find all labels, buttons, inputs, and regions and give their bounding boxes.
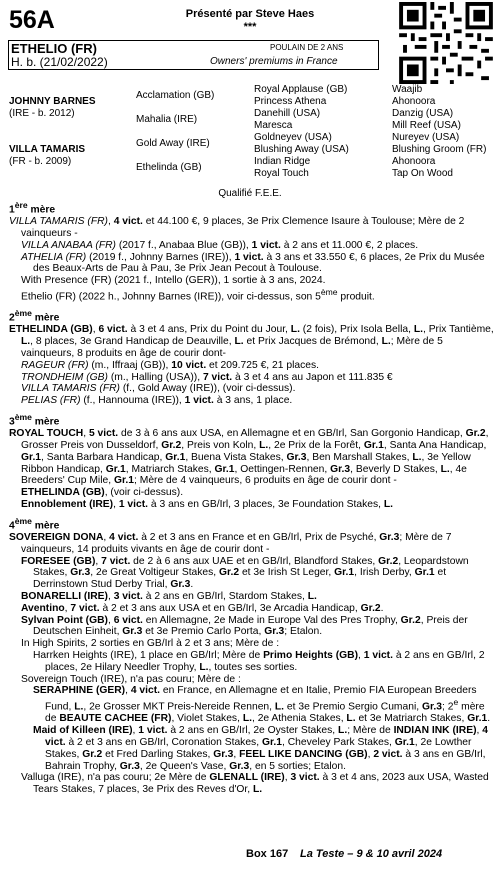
section-second-dam: 2ème mère	[9, 308, 60, 324]
pedigree-g3: Goldneyev (USA)	[254, 132, 332, 143]
owners-premiums: Owners' premiums in France	[210, 56, 338, 67]
pedigree-g4: Mill Reef (USA)	[392, 120, 461, 131]
produce-entry: VILLA ANABAA (FR) (2017 f., Anabaa Blue (GB)), 1 vict. à 2 ans et 11.000 €, 2 places.	[21, 239, 419, 251]
pedigree-g4: Ahonoora	[392, 156, 436, 167]
dam-record: ROYAL TOUCH, 5 vict. de 3 à 6 ans aux USA, en Allemagne et en GB/Irl, San Gorgonio Handicap, Gr.2, Grosser Preis von Dusseldorf, Gr.2, Preis von Koln, L., 2e Prix de la Forêt, Gr.1, Santa Ana Handicap, Gr.1, Santa Barbara Handicap, Gr.1, Buena Vista Stakes, Gr.3, Ben Marshall Stakes, L., 3e Yellow Ribbon Handicap, Gr.1, Matriarch Stakes, Gr.1, Oettingen-Rennen, Gr.3, Beverly D Stakes, L., 4e Breeders' Cup Mile, Gr.1; Mère de 4 vainqueurs, 6 produits en âge de courir dont -	[9, 428, 489, 487]
produce-entry: In High Spirits, 2 sorties en GB/Irl à 2 et 3 ans; Mère de :	[21, 638, 280, 650]
produce-entry: ATHELIA (FR) (2019 f., Johnny Barnes (IRE)), 1 vict. à 3 ans et 33.550 €, 6 places, 2e Prix du Musée des Beaux-Arts de Pau à Pau, 3e Prix Jean Pecout à Toulouse.	[21, 251, 485, 275]
sire-name: JOHNNY BARNES	[9, 96, 96, 107]
qualified-fee: Qualifié F.E.E.	[218, 188, 282, 199]
pedigree-g4: Ahonoora	[392, 96, 436, 107]
pedigree-g3: Royal Applause (GB)	[254, 84, 348, 95]
race-meeting: La Teste – 9 & 10 avril 2024	[300, 848, 443, 860]
pedigree-g3: Danehill (USA)	[254, 108, 321, 119]
box-number: Box 167	[246, 848, 289, 860]
produce-entry: ETHELINDA (GB), (voir ci-dessus).	[21, 487, 184, 499]
pedigree-g3: Royal Touch	[254, 168, 309, 179]
produce-entry: Aventino, 7 vict. à 2 et 3 ans aux USA et en GB/Irl, 3e Arcadia Handicap, Gr.2.	[21, 602, 384, 614]
stars: ***	[243, 21, 257, 33]
birth-info: H. b. (21/02/2022)	[11, 55, 108, 69]
pedigree-g2: Mahalia (IRE)	[136, 114, 198, 125]
horse-name: ETHELIO (FR)	[11, 41, 97, 56]
sire-info: (IRE - b. 2012)	[9, 108, 75, 119]
pedigree-g4: Waajib	[392, 84, 423, 95]
produce-entry: Sylvan Point (GB), 6 vict. en Allemagne, 2e Made in Europe Val des Pres Trophy, Gr.2, Preis der Deutschen Einheit, Gr.3 et 3e Premio Carlo Porta, Gr.3; Etalon.	[21, 614, 468, 638]
pedigree-g2: Gold Away (IRE)	[136, 138, 210, 149]
produce-entry: PELIAS (FR) (f., Hannouma (IRE)), 1 vict. à 3 ans, 1 place.	[21, 395, 293, 407]
sex-age: POULAIN DE 2 ANS	[270, 43, 344, 52]
pedigree-g4: Tap On Wood	[392, 168, 453, 179]
dam-record: SOVEREIGN DONA, 4 vict. à 2 et 3 ans en France et en GB/Irl, Prix de Psyché, Gr.3; Mère de 7 vainqueurs, 14 produits vivants en âge de courir dont -	[9, 532, 452, 555]
produce-entry: RAGEUR (FR) (m., Iffraaj (GB)), 10 vict. et 209.725 €, 21 places.	[21, 359, 319, 371]
section-fourth-dam: 4ème mère	[9, 515, 60, 532]
produce-entry: Sovereign Touch (IRE), n'a pas couru; Mère de :	[21, 673, 241, 685]
produce-entry: With Presence (FR) (2021 f., Intello (GER)), 1 sortie à 3 ans, 2024.	[21, 275, 326, 287]
pedigree-g2: Acclamation (GB)	[136, 90, 215, 101]
pedigree-g2: Ethelinda (GB)	[136, 162, 202, 173]
section-third-dam: 3ème mère	[9, 412, 60, 428]
produce-entry: FORESEE (GB), 7 vict. de 2 à 6 ans aux UAE et en GB/Irl, Blandford Stakes, Gr.2, Leopardstown Stakes, Gr.3, 2e Great Voltigeur Stakes, Gr.2 et 3e Irish St Leger, Gr.1, Irish Derby, Gr.1 et Derrinstown Stud Derby Trial, Gr.3.	[21, 555, 469, 591]
pedigree-g3: Blushing Away (USA)	[254, 144, 349, 155]
produce-entry: Ethelio (FR) (2022 h., Johnny Barnes (IRE)), voir ci-dessus, son 5ème produit.	[21, 287, 375, 303]
produce-entry: VILLA TAMARIS (FR) (f., Gold Away (IRE)), (voir ci-dessus).	[21, 383, 296, 395]
produce-entry: Ennoblement (IRE), 1 vict. à 3 ans en GB/Irl, 3 places, 3e Foundation Stakes, L.	[21, 499, 394, 511]
dam-record: ETHELINDA (GB), 6 vict. à 3 et 4 ans, Prix du Point du Jour, L. (2 fois), Prix Isola Bella, L., Prix Tantième, L., 8 places, 3e Grand Handicap de Deauville, L. et Prix Jacques de Brémond, L.; Mère de 5 vainqueurs, 8 produits en âge de courir dont-	[9, 324, 494, 360]
produce-record	[9, 200, 495, 796]
dam-record: VILLA TAMARIS (FR), 4 vict. et 44.100 €, 9 places, 3e Prix Clemence Isaure à Toulouse; Mère de 2 vainqueurs -	[9, 216, 465, 240]
pedigree-g3: Indian Ridge	[254, 156, 311, 167]
produce-entry: TRONDHEIM (GB) (m., Halling (USA)), 7 vict. à 3 et 4 ans au Japon et 111.835 €	[21, 371, 393, 383]
produce-entry: BONARELLI (IRE), 3 vict. à 2 ans en GB/Irl, Stardom Stakes, L.	[21, 591, 317, 603]
pedigree-g3: Maresca	[254, 120, 293, 131]
pedigree-g4: Nureyev (USA)	[392, 132, 460, 143]
presented-by: Présenté par Steve Haes	[185, 8, 315, 20]
pedigree-g3: Princess Athena	[254, 96, 327, 107]
pedigree-g4: Blushing Groom (FR)	[392, 144, 487, 155]
produce-entry: SERAPHINE (GER), 4 vict. en France, en Allemagne et en Italie, Premio FIA European Breeders Fund, L., 2e Grosser MKT Preis-Nereide Rennen, L. et 3e Premio Sergio Cumani, Gr.3; 2e mère de BEAUTE CACHEE (FR), Violet Stakes, L., 2e Athenia Stakes, L. et 3e Matriarch Stakes, Gr.1.	[33, 685, 491, 725]
produce-entry: Harrken Heights (IRE), 1 place en GB/Irl; Mère de Primo Heights (GB), 1 vict. à 2 ans en GB/Irl, 2 places, 2e Hilary Needler Trophy, L., toutes ses sorties.	[33, 650, 485, 673]
qr-code-icon	[398, 2, 494, 84]
produce-entry: Valluga (IRE), n'a pas couru; 2e Mère de GLENALL (IRE), 3 vict. à 3 et 4 ans, 2023 aux USA, Wasted Tears Stakes, 7 places, 3e Prix des Reves d'Or, L.	[21, 772, 489, 796]
pedigree-g4: Danzig (USA)	[392, 108, 454, 119]
dam-name: VILLA TAMARIS	[9, 144, 86, 155]
dam-info: (FR - b. 2009)	[9, 156, 72, 167]
section-first-dam: 1ère mère	[9, 200, 56, 216]
produce-entry: Maid of Killeen (IRE), 1 vict. à 2 ans en GB/Irl, 2e Oyster Stakes, L.; Mère de INDIAN INK (IRE), 4 vict. à 2 et 3 ans en GB/Irl, Coronation Stakes, Gr.1, Cheveley Park Stakes, Gr.1, 2e Lowther Stakes, Gr.2 et Fred Darling Stakes, Gr.3, FEEL LIKE DANCING (GB), 2 vict. à 3 ans en GB/Irl, Bahrain Trophy, Gr.3, 2e Queen's Vase, Gr.3, en 5 sorties; Etalon.	[33, 725, 488, 772]
lot-number: 56A	[9, 6, 55, 34]
